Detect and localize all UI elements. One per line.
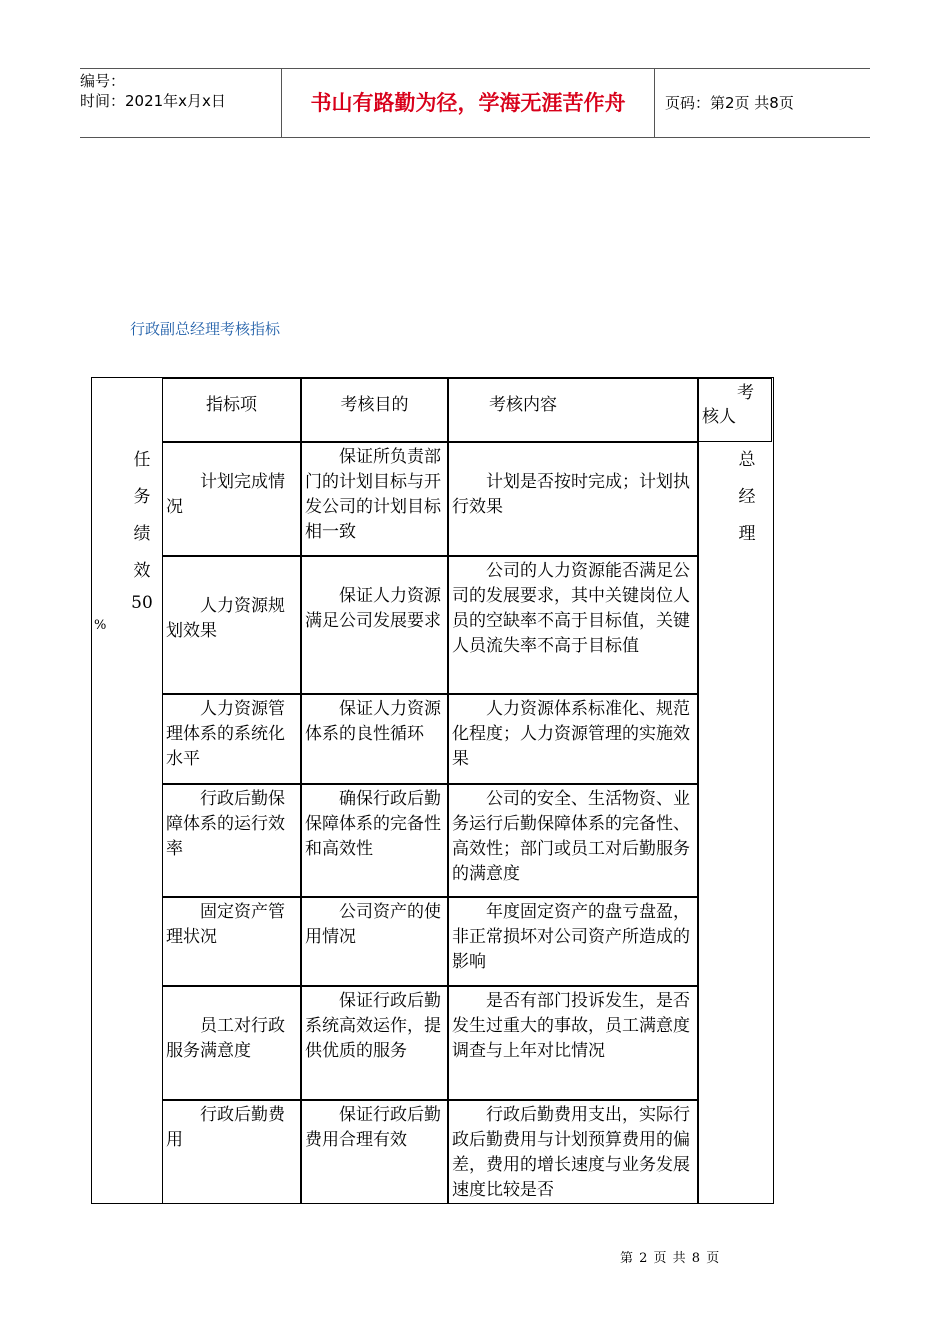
row4-item: 行政后勤保障体系的运行效率 [162, 784, 301, 897]
header-item: 指标项 [162, 378, 301, 442]
row3-content: 人力资源体系标准化、规范化程度；人力资源管理的实施效果 [448, 694, 698, 784]
reviewer-char: 经 [738, 487, 756, 507]
row2-purpose: 保证人力资源满足公司发展要求 [301, 556, 448, 694]
category-percent: % [94, 618, 107, 633]
category-char: 效 [133, 561, 151, 581]
row7-item: 行政后勤费用 [162, 1100, 301, 1204]
row6-content: 是否有部门投诉发生，是否发生过重大的事故，员工满意度调查与上年对比情况 [448, 986, 698, 1100]
header-page-number: 页码：第2页 共8页 [665, 94, 794, 112]
row1-purpose: 保证所负责部门的计划目标与开发公司的计划目标相一致 [301, 442, 448, 556]
header-purpose: 考核目的 [301, 378, 448, 442]
row5-purpose: 公司资产的使用情况 [301, 897, 448, 986]
category-char: 绩 [133, 524, 151, 544]
header-reviewer [698, 378, 772, 442]
reviewer-char: 理 [738, 524, 756, 544]
header-number: 编号： [80, 72, 126, 90]
header-meta [80, 69, 281, 139]
category-label [131, 445, 153, 630]
category-char: 务 [133, 487, 151, 507]
row1-item: 计划完成情况 [162, 442, 301, 556]
row2-content: 公司的人力资源能否满足公司的发展要求，其中关键岗位人员的空缺率不高于目标值，关键人员流失率不高于目标值 [448, 556, 698, 694]
row4-content: 公司的安全、生活物资、业务运行后勤保障体系的完备性、高效性；部门或员工对后勤服务的满意度 [448, 784, 698, 897]
row5-content: 年度固定资产的盘亏盘盈，非正常损坏对公司资产所造成的影响 [448, 897, 698, 986]
assessment-table [91, 377, 774, 1204]
header-motto: 书山有路勤为径，学海无涯苦作舟 [281, 69, 655, 137]
row7-purpose: 保证行政后勤费用合理有效 [301, 1100, 448, 1204]
page-footer: 第 2 页 共 8 页 [620, 1251, 721, 1266]
row2-item: 人力资源规划效果 [162, 556, 301, 694]
category-weight: 50 [131, 593, 153, 613]
row7-content: 行政后勤费用支出，实际行政后勤费用与计划预算费用的偏差，费用的增长速度与业务发展速度比较是否 [448, 1100, 698, 1204]
row6-purpose: 保证行政后勤系统高效运作，提供优质的服务 [301, 986, 448, 1100]
page-header [80, 68, 870, 138]
header-reviewer-line2: 核人 [702, 407, 736, 427]
header-reviewer-line1: 考 [737, 383, 754, 403]
document-title: 行政副总经理考核指标 [130, 320, 281, 338]
row6-item: 员工对行政服务满意度 [162, 986, 301, 1100]
row1-content: 计划是否按时完成；计划执行效果 [448, 442, 698, 556]
reviewer-column-border [698, 442, 699, 1204]
row3-purpose: 保证人力资源体系的良性循环 [301, 694, 448, 784]
header-time: 时间：2021年x月x日 [80, 92, 226, 110]
row4-purpose: 确保行政后勤保障体系的完备性和高效性 [301, 784, 448, 897]
reviewer-label [736, 445, 758, 556]
row5-item: 固定资产管理状况 [162, 897, 301, 986]
header-content: 考核内容 [448, 378, 698, 442]
row3-item: 人力资源管理体系的系统化水平 [162, 694, 301, 784]
category-char: 任 [133, 450, 151, 470]
reviewer-char: 总 [738, 450, 756, 470]
